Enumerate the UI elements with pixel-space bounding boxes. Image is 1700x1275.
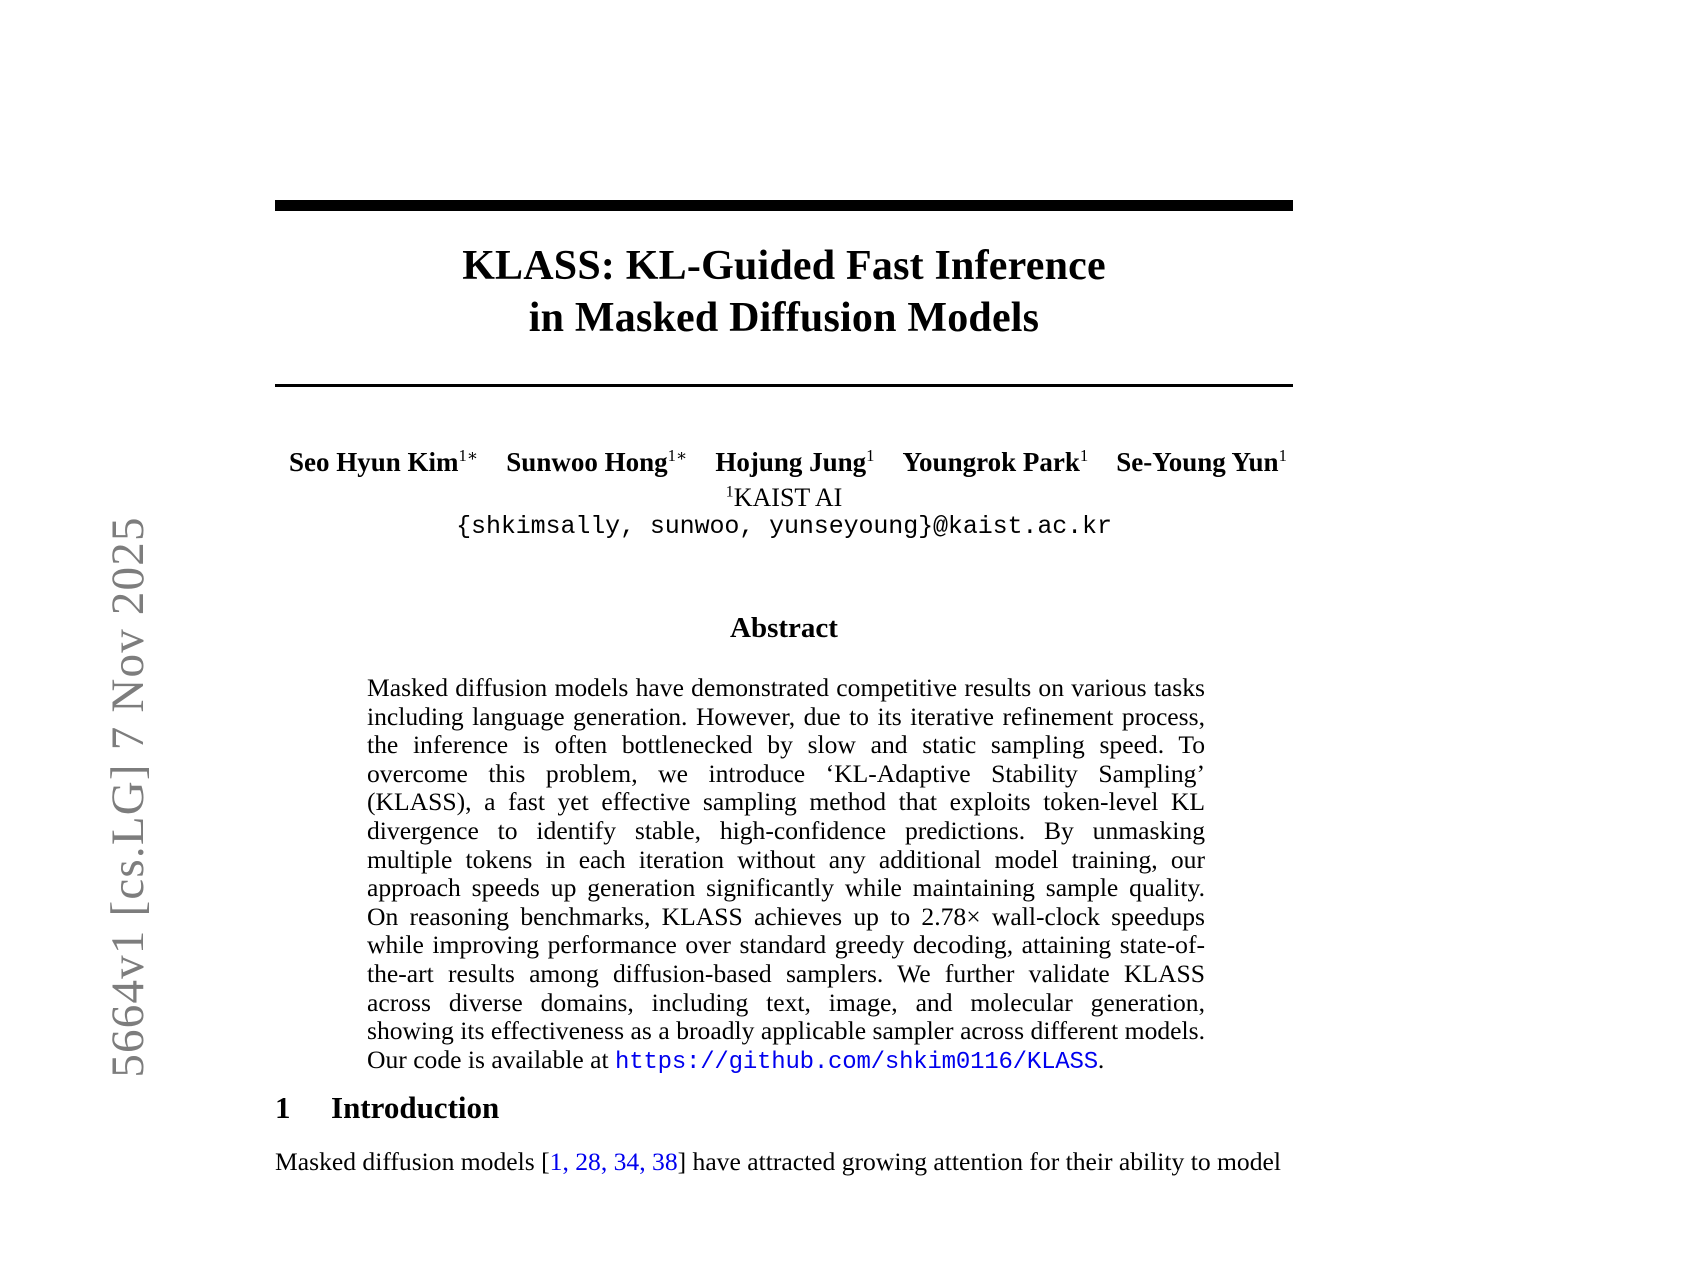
citation-group[interactable]: 1, 28, 34, 38 [549, 1147, 678, 1176]
author-item [1116, 447, 1287, 478]
author-item [289, 447, 478, 478]
abstract-text: Masked diffusion models have demonstrated competitive results on various tasks including language generation. However, due to its iterative refinement process, the inference is often bottlenecked by slow and static sampling speed. To overcome this problem, we introduce ‘KL-Adaptive Stability Sampling’ (KLASS), a fast yet effective sampling method that exploits token-level KL divergence to identify stable, high-confidence predictions. By unmasking multiple tokens in each iteration without any additional model training, our approach speeds up generation significantly while maintaining sample quality. On reasoning benchmarks, KLASS achieves up to 2.78× wall-clock speedups while improving performance over standard greedy decoding, attaining state-of-the-art results among diffusion-based samplers. We further validate KLASS across diverse domains, including text, image, and molecular generation, showing its effectiveness as a broadly applicable sampler across different models. Our code is available at [367, 673, 1205, 1074]
paragraph-text-end: ] have attracted growing attention for their ability to model [677, 1147, 1281, 1176]
author-affiliation-mark: 1 [1278, 446, 1287, 465]
author-name: Seo Hyun Kim [289, 447, 459, 477]
author-item [903, 447, 1089, 478]
section-number: 1 [275, 1090, 291, 1125]
affiliation-name: KAIST AI [733, 483, 843, 512]
title-line-1: KLASS: KL-Guided Fast Inference [462, 243, 1106, 289]
title-rule-thin [275, 384, 1293, 387]
author-name: Youngrok Park [902, 447, 1080, 477]
author-affiliation-mark: 1 [1079, 446, 1089, 465]
abstract-heading: Abstract [730, 612, 838, 644]
section-title: Introduction [331, 1090, 500, 1125]
page-title [275, 240, 1293, 344]
header-rule-thick [275, 200, 1293, 211]
contact-emails: {shkimsally, sunwoo, yunseyoung}@kaist.ac.kr [456, 512, 1112, 541]
section-heading-introduction [275, 1090, 499, 1126]
affiliation-line [275, 483, 1293, 513]
author-item [506, 447, 687, 478]
author-affiliation-mark: 1∗ [458, 446, 479, 465]
abstract-body [367, 674, 1205, 1077]
author-list [275, 447, 1293, 478]
author-name: Hojung Jung [715, 447, 867, 477]
paper-page [275, 0, 1293, 1275]
author-affiliation-mark: 1 [866, 446, 875, 465]
title-line-2: in Masked Diffusion Models [528, 295, 1040, 341]
affiliation-mark: 1 [725, 483, 734, 501]
author-affiliation-mark: 1∗ [667, 446, 688, 465]
author-name: Sunwoo Hong [506, 447, 668, 477]
code-repository-link[interactable]: https://github.com/shkim0116/KLASS [615, 1048, 1098, 1076]
author-item [715, 447, 874, 478]
arxiv-identifier-stamp: 5664v1 [cs.LG] 7 Nov 2025 [102, 516, 154, 1078]
abstract-text-tail: . [1097, 1044, 1105, 1074]
introduction-first-paragraph [275, 1148, 1297, 1177]
author-name: Se-Young Yun [1116, 447, 1279, 477]
paragraph-text-start: Masked diffusion models [ [275, 1147, 550, 1176]
